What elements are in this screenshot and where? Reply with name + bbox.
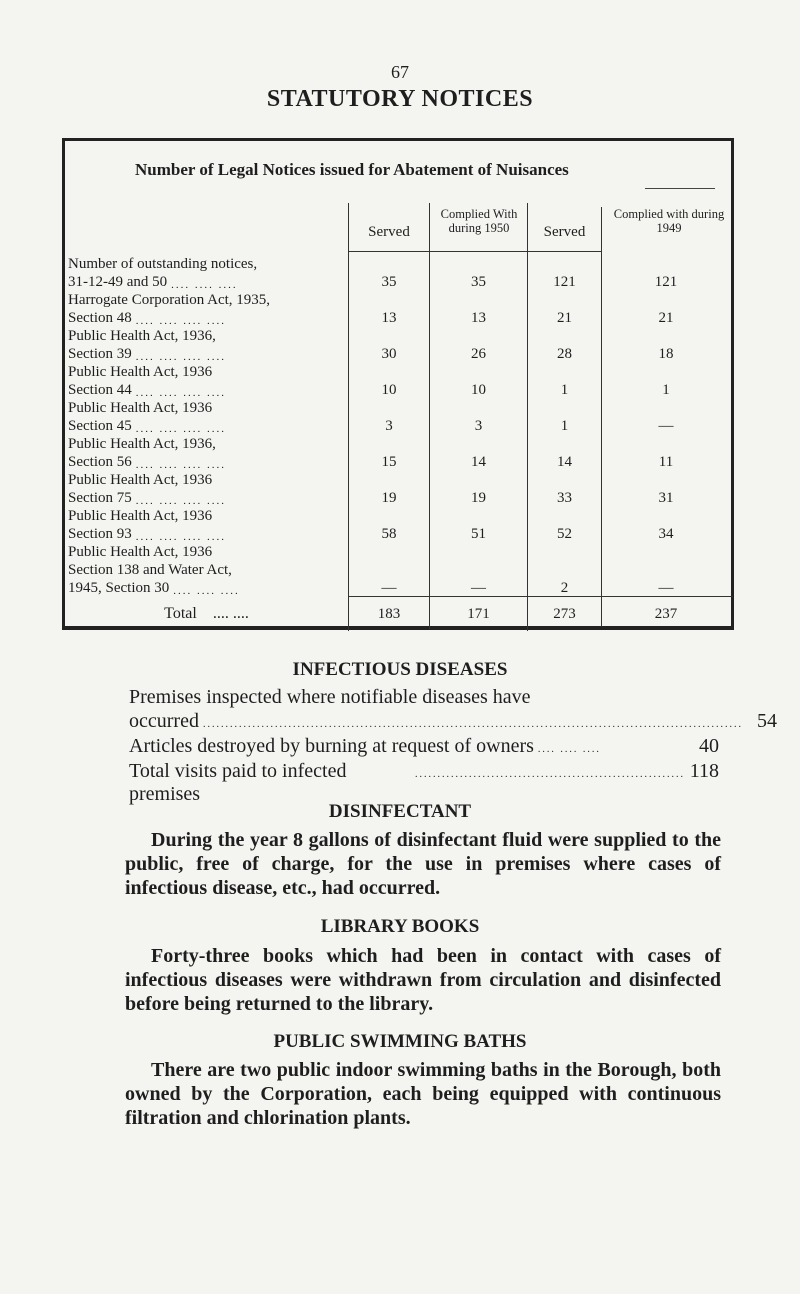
notices-table	[62, 138, 734, 630]
table-cell: 26	[471, 346, 486, 362]
table-cell: 30	[381, 346, 397, 362]
stat-value: 40	[699, 735, 719, 757]
total-cell: 183	[377, 606, 401, 622]
total-label: Total .... ....	[164, 605, 249, 622]
table-cell: 34	[658, 526, 674, 542]
stat-line-premises: Premises inspected where notifiable diseases have	[129, 686, 531, 708]
table-cell: 11	[658, 454, 674, 470]
table-cell: 10	[381, 382, 397, 398]
table-cell: 15	[381, 454, 397, 470]
table-cell: 35	[471, 274, 486, 290]
page-title: STATUTORY NOTICES	[266, 86, 534, 112]
table-cell: 31	[658, 490, 674, 506]
row-label: Public Health Act, 1936 Section 44 .... .... .... ....	[68, 364, 226, 399]
table-cell: 14	[471, 454, 486, 470]
table-cell: 21	[658, 310, 674, 326]
table-cell: 121	[553, 274, 576, 290]
library-books-paragraph: Forty-three books which had been in contact with cases of infectious diseases were withdrawn from circulation and disinfected before being returned to the library.	[125, 945, 721, 1015]
row-label: Public Health Act, 1936 Section 45 .... .... .... ....	[68, 400, 226, 435]
table-cell: 1	[662, 382, 670, 398]
header-complied-1950: Complied With during 1950	[440, 207, 518, 235]
table-cell: 21	[557, 310, 572, 326]
library-books-heading: LIBRARY BOOKS	[320, 916, 480, 937]
page-number: 67	[391, 62, 409, 82]
swimming-baths-heading: PUBLIC SWIMMING BATHS	[273, 1031, 527, 1052]
stat-value: 118	[689, 760, 719, 782]
table-cell: —	[658, 418, 674, 434]
table-cell: 1	[560, 418, 569, 434]
table-cell: 3	[385, 418, 393, 434]
table-cell: 19	[471, 490, 486, 506]
table-cell: 58	[381, 526, 397, 542]
table-cell: 33	[557, 490, 572, 506]
total-cell: 171	[467, 606, 490, 622]
table-cell: —	[658, 580, 674, 596]
table-cell: 121	[654, 274, 678, 290]
header-served-1950: Served	[368, 224, 410, 240]
table-cell: —	[471, 580, 486, 596]
row-label: Number of outstanding notices, 31-12-49 and 50 .... .... ....	[68, 256, 258, 291]
row-label: Public Health Act, 1936, Section 56 .... .... .... ....	[68, 436, 226, 471]
table-cell: 3	[474, 418, 483, 434]
table-cell: 35	[381, 274, 397, 290]
table-cell: —	[381, 580, 397, 596]
table-cell: 19	[381, 490, 397, 506]
header-rule	[348, 251, 602, 252]
swimming-baths-paragraph: There are two public indoor swimming baths in the Borough, both owned by the Corporation, each being equipped with continuous filtration and chlorination plants.	[125, 1059, 721, 1129]
stat-value: 54	[756, 710, 777, 732]
stat-line-visits: Total visits paid to infected premises ............................................................ 118	[129, 760, 719, 805]
header-complied-1949: Complied with during 1949	[613, 207, 725, 235]
table-cell: 28	[557, 346, 572, 362]
header-served-1949: Served	[543, 224, 586, 240]
table-cell: 52	[557, 526, 572, 542]
table-cell: 2	[560, 580, 569, 596]
table-caption: Number of Legal Notices issued for Abatement of Nuisances	[135, 160, 569, 179]
table-cell: 13	[381, 310, 397, 326]
stat-line-articles: Articles destroyed by burning at request of owners .... .... .... 40	[129, 735, 719, 757]
table-cell: 18	[658, 346, 674, 362]
row-label: Public Health Act, 1936 Section 75 .... .... .... ....	[68, 472, 226, 507]
table-cell: 1	[560, 382, 569, 398]
table-cell: 14	[557, 454, 572, 470]
table-cell: 13	[471, 310, 486, 326]
stat-line-premises-continued: occurred ........................................................................................................................ 54	[129, 710, 777, 732]
infectious-diseases-heading: INFECTIOUS DISEASES	[292, 659, 508, 680]
row-label: Public Health Act, 1936 Section 93 .... .... .... ....	[68, 508, 226, 543]
row-label: Public Health Act, 1936 Section 138 and Water Act, 1945, Section 30 .... .... ....	[68, 544, 240, 597]
disinfectant-paragraph: During the year 8 gallons of disinfectant fluid were supplied to the public, free of charge, for the use in premises where cases of infectious disease, etc., had occurred.	[125, 829, 721, 899]
caption-rule	[645, 188, 715, 189]
total-cell: 237	[654, 606, 678, 622]
table-cell: 51	[471, 526, 486, 542]
column-rule	[429, 203, 430, 629]
row-label: Harrogate Corporation Act, 1935, Section 48 .... .... .... ....	[68, 292, 271, 327]
table-cell: 10	[471, 382, 486, 398]
total-cell: 273	[553, 606, 576, 622]
disinfectant-heading: DISINFECTANT	[328, 801, 472, 822]
row-label: Public Health Act, 1936, Section 39 .... .... .... ....	[68, 328, 226, 363]
